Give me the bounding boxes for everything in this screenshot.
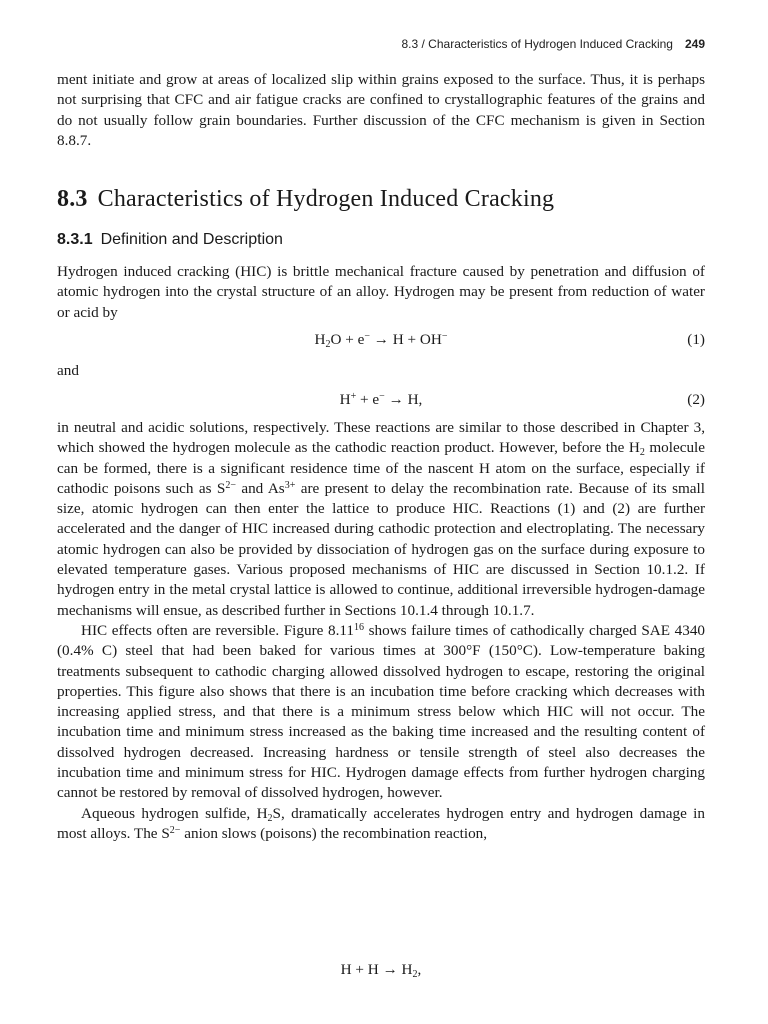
section-title: Characteristics of Hydrogen Induced Cracking xyxy=(97,186,555,212)
continuation-paragraph-block xyxy=(57,70,705,151)
paragraph-reversible-part-a: HIC effects often are reversible. Figure 8.11 xyxy=(81,621,355,639)
paragraph-reversible xyxy=(57,621,705,804)
equation-3-expression: $H + H \to H_2$, xyxy=(340,961,422,980)
equation-1-label: (1) xyxy=(687,331,705,348)
main-text-block xyxy=(57,418,705,844)
intro-paragraph-block xyxy=(57,262,705,323)
connector-and: and xyxy=(57,362,79,379)
paragraph-h2s-part-c: anion slows (poisons) the recombination reaction, xyxy=(180,824,488,842)
equation-2-expression: H+ + e− → H, xyxy=(339,391,423,408)
running-head-section: 8.3 / Characteristics of Hydrogen Induced Cracking xyxy=(401,37,673,51)
section-heading xyxy=(57,186,554,213)
page-number: 249 xyxy=(684,37,705,51)
equation-2-label: (2) xyxy=(687,391,705,408)
paragraph-h2s-part-b: , dramatically accelerates hydrogen entry and hydrogen damage in most alloys. The xyxy=(57,804,705,842)
paragraph-reactions-part-b: molecule can be formed, there is a significant residence time of the nascent H atom on the surface, especially if cathodic poisons such as xyxy=(57,439,705,497)
intro-paragraph: Hydrogen induced cracking (HIC) is brittle mechanical fracture caused by penetration and diffusion of atomic hydrogen into the crystal structure of an alloy. Hydrogen may be present from reduction of water or acid by xyxy=(57,263,705,321)
running-head xyxy=(57,37,705,51)
subsection-heading xyxy=(57,231,283,249)
section-number: 8.3 xyxy=(57,186,88,212)
equation-1-expression: $H_2O + e^- \to H + OH^-$ xyxy=(314,331,448,350)
paragraph-reversible-part-b: shows failure times of cathodically charged SAE 4340 (0.4% C) steel that had been baked for various times at 300°F (150°C). Low-temperature baking treatments subsequent to cathodic charging allowed dissolved hydrogen to escape, restoring the original properties. This figure also shows that there is an incubation time before cracking which decreases with increasing applied stress, and that there is a minimum stress below which HIC will not occur. The incubation time and minimum stress increased as the baking time increased and the resulting content of dissolved hydrogen decreased. Increasing hardness or tensile strength of steel also decreases the incubation time and minimum stress for HIC. Hydrogen damage effects from further hydrogen charging cannot be restored by removal of dissolved hydrogen, however. xyxy=(57,621,706,802)
paragraph-reactions-part-d: are present to delay the recombination rate. Because of its small size, atomic hydrogen can then enter the lattice to produce HIC. Reactions (1) and (2) are further accelerated and the danger of HIC increased during cathodic protection and electroplating. The necessary atomic hydrogen can also be provided by dissociation of hydrogen gas on the surface during exposure to elevated temperature gases. Various proposed mechanisms of HIC are discussed in Section 10.1.2. If hydrogen entry in the metal crystal lattice is allowed to continue, additional irreversible hydrogen-damage mechanisms will ensue, as described further in Sections 10.1.4 through 10.1.7. xyxy=(57,479,705,619)
paragraph-reactions-part-c: and xyxy=(235,479,268,497)
paragraph-h2s-part-a: Aqueous hydrogen sulfide, xyxy=(81,804,257,822)
paragraph-reactions: in neutral and acidic solutions, respectively. These reactions are similar to those described in Chapter 3, which showed the hydrogen molecule as the cathodic reaction product. However, before the $H_2$ molecule can be formed, there is a significant residence time of the nascent H atom on the surface, especially if cathodic poisons such as $S^{2-}$ and $As^{3+}$ are present to delay the recombination rate. Because of its small size, atomic hydrogen can then enter the lattice to produce HIC. Reactions (1) and (2) are further accelerated and the danger of HIC increased during cathodic protection and electroplating. The necessary atomic hydrogen can also be provided by dissociation of hydrogen gas on the surface during exposure to elevated temperature gases. Various proposed mechanisms of HIC are discussed in Section 10.1.2. If hydrogen entry in the metal crystal lattice is allowed to continue, additional irreversible hydrogen-damage mechanisms will ensue, as described further in Sections 10.1.4 through 10.1.7. xyxy=(57,419,705,619)
paragraph-reactions-part-a: in neutral and acidic solutions, respectively. These reactions are similar to those described in Chapter 3, which showed the hydrogen molecule as the cathodic reaction product. However, before the xyxy=(57,419,705,457)
paragraph-h2s: Aqueous hydrogen sulfide, $H_2S$, dramatically accelerates hydrogen entry and hydrogen damage in most alloys. The $S^{2-}$ anion slows (poisons) the recombination reaction, xyxy=(57,804,705,842)
continuation-paragraph: ment initiate and grow at areas of localized slip within grains exposed to the surface. Thus, it is perhaps not surprising that CFC and air fatigue cracks are confined to crystallographic features of the grains and do not usually follow grain boundaries. Further discussion of the CFC mechanism is given in Section 8.8.7. xyxy=(57,71,705,149)
subsection-title: Definition and Description xyxy=(100,231,283,248)
subsection-number: 8.3.1 xyxy=(57,231,93,248)
reference-superscript: 16 xyxy=(354,621,365,633)
